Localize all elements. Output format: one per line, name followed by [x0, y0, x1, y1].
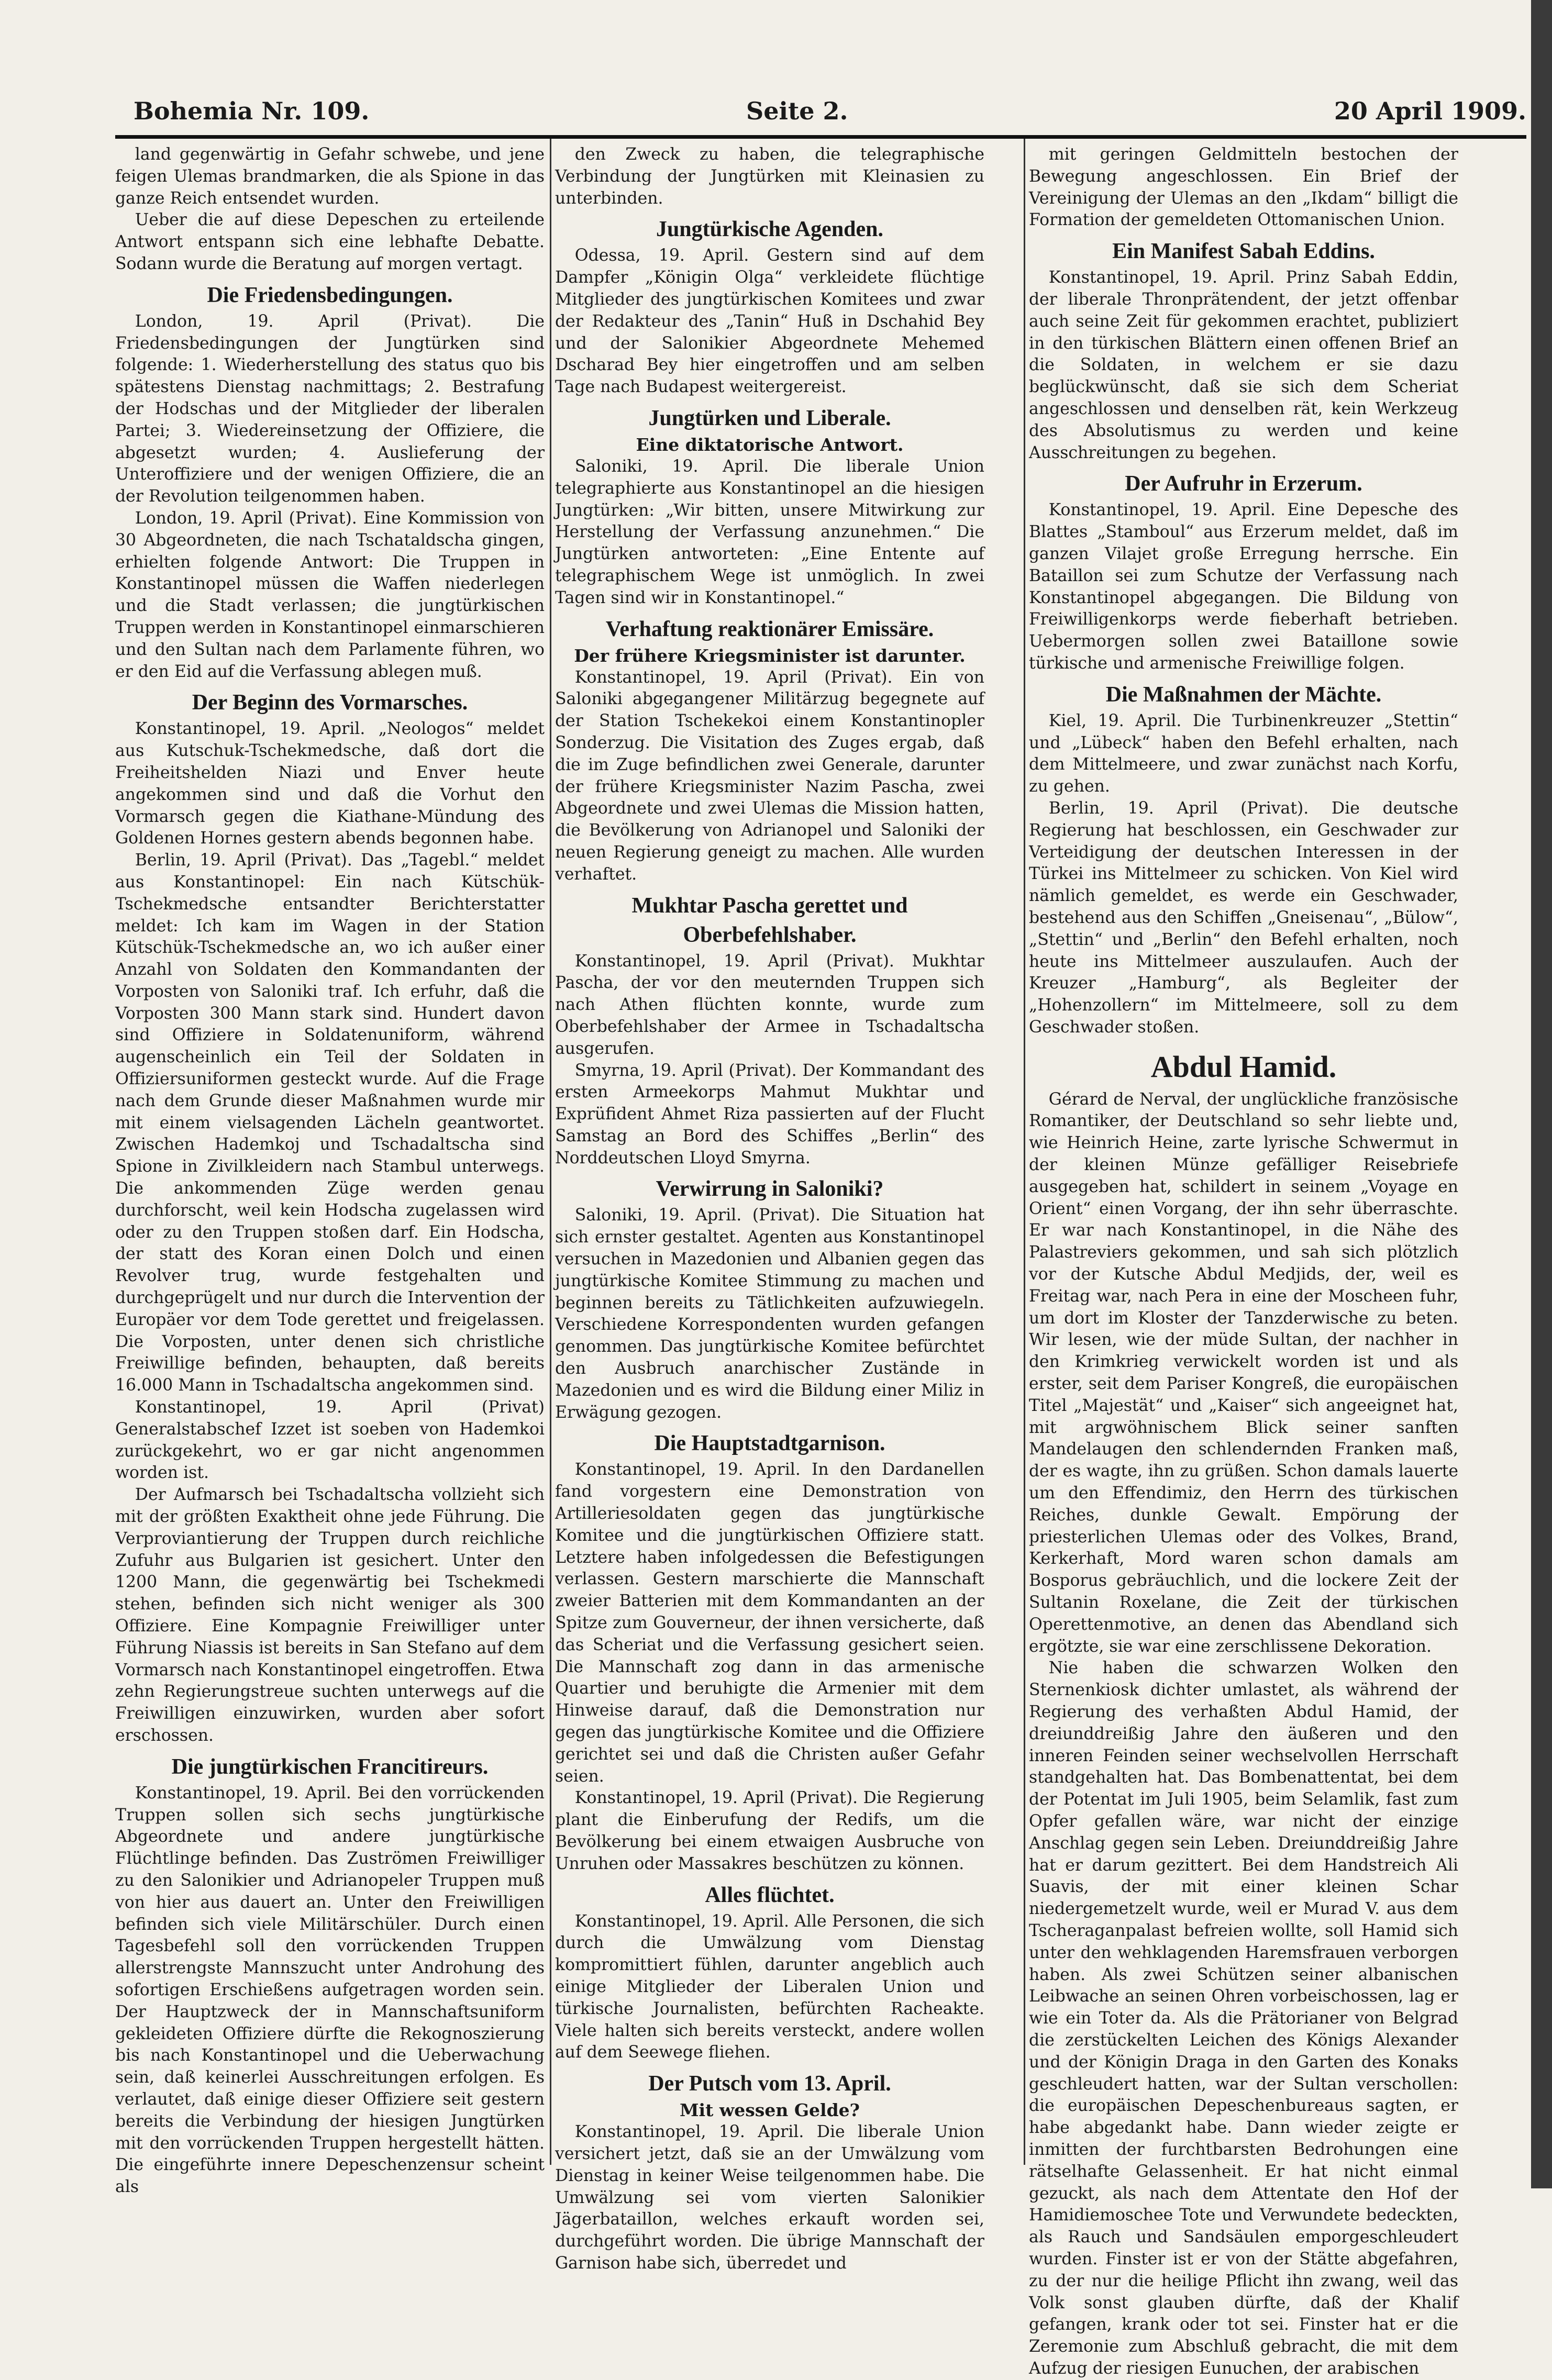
page-header: [134, 97, 1526, 134]
article-paragraph: Berlin, 19. April (Privat). Das „Tagebl.“ meldet aus Konstantinopel: Ein nach Kütschük-Tschekmedsche entsandter Berichterstatter meldet: Ich kam im Wagen in der Station Kütschük-Tschekmedsche an, wo ich außer einer Anzahl von Soldaten den Kommandanten der Vorposten von Saloniki traf. Ich erfuhr, daß die Vorposten 300 Mann stark sind. Hundert davon sind Offiziere in Soldatenuniform, während augenscheinlich ein Teil der Soldaten in Offiziersuniformen gesteckt wurde. Auf die Frage nach dem Grunde dieser Maßnahmen wurde mir mit einem vielsagenden Lächeln geantwortet. Zwischen Hademkoj und Tschadaltscha sind Spione in Zivilkleidern nach Stambul unterwegs. Die ankommenden Züge werden genau durchforscht, weil kein Hodscha zugelassen wird oder zu den Truppen stoßen darf. Ein Hodscha, der statt des Koran einen Dolch und einen Revolver trug, wurde festgehalten und durchgeprügelt und nur durch die Intervention der Europäer vor dem Tode gerettet und freigelassen. Die Vorposten, unter denen sich christliche Freiwillige befinden, behaupten, daß bereits 16.000 Mann in Tschadaltscha angekommen sind.: [115, 851, 545, 1395]
article-paragraph: mit geringen Geldmitteln bestochen der Bewegung angeschlossen. Ein Brief der Vereinigung der Ulemas an den „Ikdam“ billigt die Formation der gemeldeten Ottomanischen Union.: [1029, 145, 1458, 230]
article-headline: Der Aufruhr in Erzerum.: [1125, 472, 1362, 496]
article-headline: Die Maßnahmen der Mächte.: [1105, 682, 1382, 707]
article: [115, 144, 545, 275]
article-paragraph: land gegenwärtig in Gefahr schwebe, und jene feigen Ulemas brandmarken, die als Spione in das ganze Reich entsendet wurden.: [115, 145, 545, 208]
article-paragraph: London, 19. April (Privat). Eine Kommission von 30 Abgeordneten, die nach Tschataldscha gingen, erhielten folgende Antwort: Die Truppen in Konstantinopel müssen die Waffen niederlegen und die Stadt verlassen; die jungtürkischen Truppen werden in Konstantinopel einmarschieren und den Sultan nach dem Parlamente führen, wo er den Eid auf die Verfassung ablegen muß.: [115, 508, 545, 681]
article: [555, 1429, 984, 1875]
article: [555, 215, 984, 398]
article-paragraph: Konstantinopel, 19. April. Alle Personen, die sich durch die Umwälzung vom Dienstag kompromittiert fühlen, darunter angeblich auch einige Mitglieder der Liberalen Union und türkische Journalisten, befürchten Racheakte. Viele halten sich bereits versteckt, andere wollen auf dem Seewege fliehen.: [555, 1911, 984, 2062]
article-paragraph: Smyrna, 19. April (Privat). Der Kommandant des ersten Armeekorps Mahmut Mukhtar und Exprüfident Ahmet Riza passierten auf der Flucht Samstag an Bord des Schiffes „Berlin“ des Norddeutschen Lloyd Smyrna.: [555, 1061, 984, 1167]
column-3: [1029, 144, 1458, 2378]
article-paragraph: Konstantinopel, 19. April. Eine Depesche des Blattes „Stamboul“ aus Erzerum meldet, daß im ganzen Vilajet große Erregung herrsche. Ein Bataillon sei zum Schutze der Verfassung nach Konstantinopel abgegangen. Die Bildung von Freiwilligenkorps werde fieberhaft betrieben. Uebermorgen sollen zwei Bataillone sowie türkische und armenische Freiwillige folgen.: [1029, 501, 1458, 673]
article-paragraph: Konstantinopel, 19. April. „Neologos“ meldet aus Kutschuk-Tschekmedsche, daß dort die Freiheitshelden Niazi und Enver heute angekommen sind und daß die Vorhut den Vormarsch gegen die Kiathane-Mündung des Goldenen Hornes gestern abends begonnen habe.: [115, 719, 545, 848]
article-subheadline: Eine diktatorische Antwort.: [636, 434, 904, 455]
article-paragraph: Konstantinopel, 19. April. Prinz Sabah Eddin, der liberale Thronprätendent, der jetzt offenbar auch seine Zeit für gekommen erachtet, publiziert in den türkischen Blättern einen offenen Brief an die Soldaten, in welchem er sie dazu beglückwünscht, daß sie sich dem Scheriat angeschlossen und denselben rät, kein Werkzeug des Absolutismus zu werden und keine Ausschreitungen zu begehen.: [1029, 268, 1458, 462]
article: [1029, 469, 1458, 674]
article: [555, 615, 984, 886]
article-headline: Verwirrung in Saloniki?: [656, 1177, 884, 1202]
article-headline: Die Hauptstadtgarnison.: [654, 1431, 885, 1456]
article-paragraph: Konstantinopel, 19. April. Die liberale Union versichert jetzt, daß sie an der Umwälzung vom Dienstag in keiner Weise teilgenommen habe. Die Umwälzung sei vom vierten Salonikier Jägerbataillon, welches erkauft worden sei, durchgeführt worden. Die übrige Mannschaft der Garnison habe sich, überredet und: [555, 2122, 984, 2273]
article: [1029, 680, 1458, 1039]
article-subheadline: Der frühere Kriegsminister ist darunter.: [574, 645, 966, 666]
article: [115, 1752, 545, 2198]
article-headline: Verhaftung reaktionärer Emissäre.: [605, 617, 934, 641]
article-paragraph: Konstantinopel, 19. April. In den Dardanellen fand vorgestern eine Demonstration von Artilleriesoldaten gegen das jungtürkische Komitee und die jungtürkischen Offiziere statt. Letztere haben infolgedessen die Befestigungen verlassen. Gestern marschierte die Mannschaft zweier Batterien mit dem Kommandanten an der Spitze zum Gouverneur, der ihnen versicherte, daß das Scheriat und die Verfassung gesichert seien. Die Mannschaft zog dann in das armenische Quartier und beruhigte die Armenier mit dem Hinweise darauf, daß die Demonstration nur gegen das jungtürkische Komitee und die Offiziere gerichtet sei und daß die Christen außer Gefahr seien.: [555, 1460, 984, 1786]
article: [555, 1881, 984, 2064]
scan-edge: [1531, 0, 1552, 2188]
header-issue: Bohemia Nr. 109.: [134, 97, 370, 125]
header-page-number: Seite 2.: [746, 97, 848, 125]
article-paragraph: Gérard de Nerval, der unglückliche französische Romantiker, der Deutschland so sehr liebte und, wie Heinrich Heine, zarte lyrische Schwermut in der kleinen Münze gefälliger Reisebriefe ausgegeben hat, schildert in seinem „Voyage en Orient“ einen Vorgang, der ihn sehr überraschte. Er war nach Konstantinopel, in die Nähe des Palastreviers gekommen, und sah sich plötzlich vor der Kutsche Abdul Medjids, der, weil es Freitag war, nach Pera in eine der Moscheen fuhr, um dort im Kloster der Tanzderwische zu beten. Wir lesen, wie der müde Sultan, der nachher in den Krimkrieg verwickelt worden ist und als erster, seit dem Pariser Kongreß, die europäischen Titel „Majestät“ und „Kaiser“ sich angeeignet hat, mit argwöhnischem Blick seiner sanften Mandelaugen den schlendernden Franken maß, der es wagte, ihn zu grüßen. Schon damals lauerte um den Effendimiz, den Herrn des türkischen Reiches, dunkle Gewalt. Empörung der priesterlichen Ulemas oder des Volkes, Brand, Kerkerhaft, Mord waren schon damals am Bosporus gebräuchlich, und die lockere Zeit der Sultanin Roxelane, die Zeit der türkischen Operettenmotive, an denen das Abendland sich ergötzte, sie war eine zerschlissene Dekoration.: [1029, 1089, 1458, 1656]
article-paragraph: Konstantinopel, 19. April (Privat). Die Regierung plant die Einberufung der Redifs, um die Bevölkerung bei einem etwaigen Ausbruche von Unruhen oder Massakres beschützen zu können.: [555, 1788, 984, 1873]
article-paragraph: Saloniki, 19. April. (Privat). Die Situation hat sich ernster gestaltet. Agenten aus Konstantinopel versuchen in Mazedonien und Albanien gegen das jungtürkische Komitee Stimmung zu machen und beginnen bereits zu Tätlichkeiten aufzuwiegeln. Verschiedene Korrespondenten wurden gefangen genommen. Das jungtürkische Komitee befürchtet den Ausbruch anarchischer Zustände in Mazedonien und es wird die Bildung einer Miliz in Erwägung gezogen.: [555, 1206, 984, 1422]
article: [115, 281, 545, 683]
article: [1029, 1046, 1458, 2380]
article-paragraph: Konstantinopel, 19. April (Privat). Mukhtar Pascha, der vor den meuternden Truppen sich nach Athen flüchten konnte, wurde zum Oberbefehlshaber der Armee in Tschadaltscha ausgerufen.: [555, 951, 984, 1058]
article-paragraph: Saloniki, 19. April. Die liberale Union telegraphierte aus Konstantinopel an die hiesigen Jungtürken: „Wir bitten, unsere Mitwirkung zur Herstellung der Verfassung anzunehmen.“ Die Jungtürken antworteten: „Eine Entente auf telegraphischem Wege ist unmöglich. In zwei Tagen sind wir in Konstantinopel.“: [555, 457, 984, 607]
article: [115, 688, 545, 1747]
article-headline: Der Putsch vom 13. April.: [648, 2072, 891, 2096]
article-headline: Abdul Hamid.: [1150, 1049, 1337, 1084]
article-paragraph: Kiel, 19. April. Die Turbinenkreuzer „Stettin“ und „Lübeck“ haben den Befehl erhalten, nach dem Mittelmeere, und zwar zunächst nach Korfu, zu gehen.: [1029, 711, 1458, 796]
article-headline: Die jungtürkischen Francitireurs.: [171, 1754, 489, 1779]
article-headline: Jungtürken und Liberale.: [648, 406, 891, 430]
article-paragraph: Konstantinopel, 19. April (Privat). Ein von Saloniki abgegangener Militärzug begegnete auf der Station Tschekekoi einem Konstantinopler Sonderzug. Die Visitation des Zuges ergab, daß die im Zuge befindlichen zwei Generale, darunter der frühere Kriegsminister Nazim Pascha, zwei Abgeordnete und zwei Ulemas die Mission hatten, die Bevölkerung von Adrianopel und Saloniki der neuen Regierung geneigt zu machen. Alle wurden verhaftet.: [555, 668, 984, 884]
article-headline: Jungtürkische Agenden.: [656, 217, 884, 242]
article-headline: Ein Manifest Sabah Eddins.: [1112, 239, 1375, 264]
article-headline: Alles flüchtet.: [705, 1883, 835, 1907]
article-paragraph: Konstantinopel, 19. April (Privat) Generalstabschef Izzet ist soeben von Hademkoi zurückgekehrt, wo er gar nicht angenommen worden ist.: [115, 1398, 545, 1483]
article-headline: Die Friedensbedingungen.: [207, 283, 453, 307]
article-paragraph: Der Aufmarsch bei Tschadaltscha vollzieht sich mit der größten Exaktheit ohne jede Führung. Die Verproviantierung der Truppen durch reichliche Zufuhr aus Bulgarien ist gesichert. Unter den 1200 Mann, die gegenwärtig bei Tschekmedi stehen, befinden sich nicht weniger als 300 Offiziere. Eine Kompagnie Freiwilliger unter Führung Niassis ist bereits in San Stefano auf dem Vormarsch nach Konstantinopel eingetroffen. Etwa zehn Regierungstreue suchten unterwegs auf die Freiwilligen einzuwirken, wurden aber sofort erschossen.: [115, 1485, 545, 1745]
article: [555, 2069, 984, 2275]
article-paragraph: Berlin, 19. April (Privat). Die deutsche Regierung hat beschlossen, ein Geschwader zur Verteidigung der deutschen Interessen in der Türkei ins Mittelmeer zu schicken. Von Kiel wird nämlich gemeldet, es werde ein Geschwader, bestehend aus den Schiffen „Gneisenau“, „Bülow“, „Stettin“ und „Berlin“ den Befehl erhalten, noch heute ins Mittelmeer auszulaufen. Auch der Kreuzer „Hamburg“, als Begleiter der „Hohenzollern“ im Mittelmeere, soll zu dem Geschwader stoßen.: [1029, 798, 1458, 1037]
column-1: [115, 144, 545, 2197]
article: [555, 144, 984, 209]
column-divider: [1024, 139, 1025, 2165]
article-paragraph: London, 19. April (Privat). Die Friedensbedingungen der Jungtürken sind folgende: 1. Wiederherstellung des status quo bis spätestens Dienstag nachmittags; 2. Bestrafung der Hodschas und der Mitglieder der liberalen Partei; 3. Wiedereinsetzung der Offiziere, die abgesetzt wurden; 4. Auslieferung der Unteroffiziere und der wenigen Offiziere, die an der Revolution teilgenommen haben.: [115, 312, 545, 506]
article: [555, 404, 984, 609]
article-paragraph: Konstantinopel, 19. April. Bei den vorrückenden Truppen sollen sich sechs jungtürkische Abgeordnete und andere jungtürkische Flüchtlinge befinden. Das Zuströmen Freiwilliger zu den Salonikier und Adrianopeler Truppen muß von hier aus dauert an. Unter den Freiwilligen befinden sich viele Militärschüler. Durch einen Tagesbefehl soll den vorrückenden Truppen allerstrengste Mannszucht unter Androhung des sofortigen Erschießens aufgetragen worden sein. Der Hauptzweck der in Mannschaftsuniform gekleideten Offiziere dürfte die Rekognoszierung bis nach Konstantinopel und die Ueberwachung sein, daß keinerlei Ausschreitungen erfolgen. Es verlautet, daß einige dieser Offiziere seit gestern bereits die Verbindung der hiesigen Jungtürken mit den vorrückenden Truppen hergestellt hätten. Die eingeführte innere Depeschenzensur scheint als: [115, 1783, 545, 2197]
article-headline: Mukhtar Pascha gerettet und Oberbefehlshaber.: [631, 893, 908, 947]
header-rule: [115, 135, 1526, 139]
header-date: 20 April 1909.: [1334, 97, 1526, 125]
column-2: [555, 144, 984, 2273]
article-paragraph: den Zweck zu haben, die telegraphische Verbindung der Jungtürken mit Kleinasien zu unterbinden.: [555, 145, 984, 208]
article-subheadline: Mit wessen Gelde?: [680, 2100, 860, 2121]
article: [555, 891, 984, 1170]
article: [1029, 237, 1458, 464]
article-paragraph: Nie haben die schwarzen Wolken den Sternenkiosk dichter umlastet, als während der Regierung des verhaßten Abdul Hamid, der dreiunddreißig Jahre den äußeren und den inneren Feinden seiner wechselvollen Herrschaft standgehalten hat. Das Bombenattentat, bei dem der Potentat im Juli 1905, beim Selamlik, fast zum Opfer gefallen wäre, war nicht der einzige Anschlag gegen sein Leben. Dreiunddreißig Jahre hat er darum gezittert. Bei dem Handstreich Ali Suavis, der mit einer kleinen Schar niedergemetzelt wurde, weil er Murad V. aus dem Tscheraganpalast befreien wollte, soll Hamid sich unter den wehklagenden Haremsfrauen verborgen haben. Als zwei Schützen seiner albanischen Leibwache an seinen Ohren vorbeischossen, lag er wie ein Toter da. Als die Prätorianer von Belgrad die zerstückelten Leichen des Königs Alexander und der Königin Draga in den Garten des Konaks geschleudert hatten, war der Sultan verschollen: die europäischen Depeschenbureaus sagten, er habe abgedankt habe. Dann wieder zeigte er inmitten der furchtbarsten Bedrohungen eine rätselhafte Gelassenheit. Er hat nicht einmal gezuckt, als nach dem Attentate den Hof der Hamidiemoschee Tote und Verwundete bedeckten, als Rauch und Sandsäulen emporgeschleudert wurden. Finster ist er von der Stätte abgefahren, zu der nur die heilige Pflicht ihn zwang, weil das Volk sonst glauben dürfte, daß der Khalif gefangen, krank oder tot sei. Finster hat er die Zeremonie zum Abschluß gebracht, die mit dem Aufzug der riesigen Eunuchen, der arabischen: [1029, 1659, 1458, 2378]
article-paragraph: Odessa, 19. April. Gestern sind auf dem Dampfer „Königin Olga“ verkleidete flüchtige Mitglieder des jungtürkischen Komitees und zwar der Redakteur des „Tanin“ Huß in Dschahid Bey und der Salonikier Abgeordnete Mehemed Dscharad Bey hier eingetroffen und am selben Tage nach Budapest weitergereist.: [555, 246, 984, 397]
article-paragraph: Ueber die auf diese Depeschen zu erteilende Antwort entspann sich eine lebhafte Debatte. Sodann wurde die Beratung auf morgen vertagt.: [115, 210, 545, 273]
article: [1029, 144, 1458, 231]
article: [555, 1174, 984, 1423]
article-headline: Der Beginn des Vormarsches.: [192, 691, 468, 715]
column-divider: [550, 139, 551, 2165]
